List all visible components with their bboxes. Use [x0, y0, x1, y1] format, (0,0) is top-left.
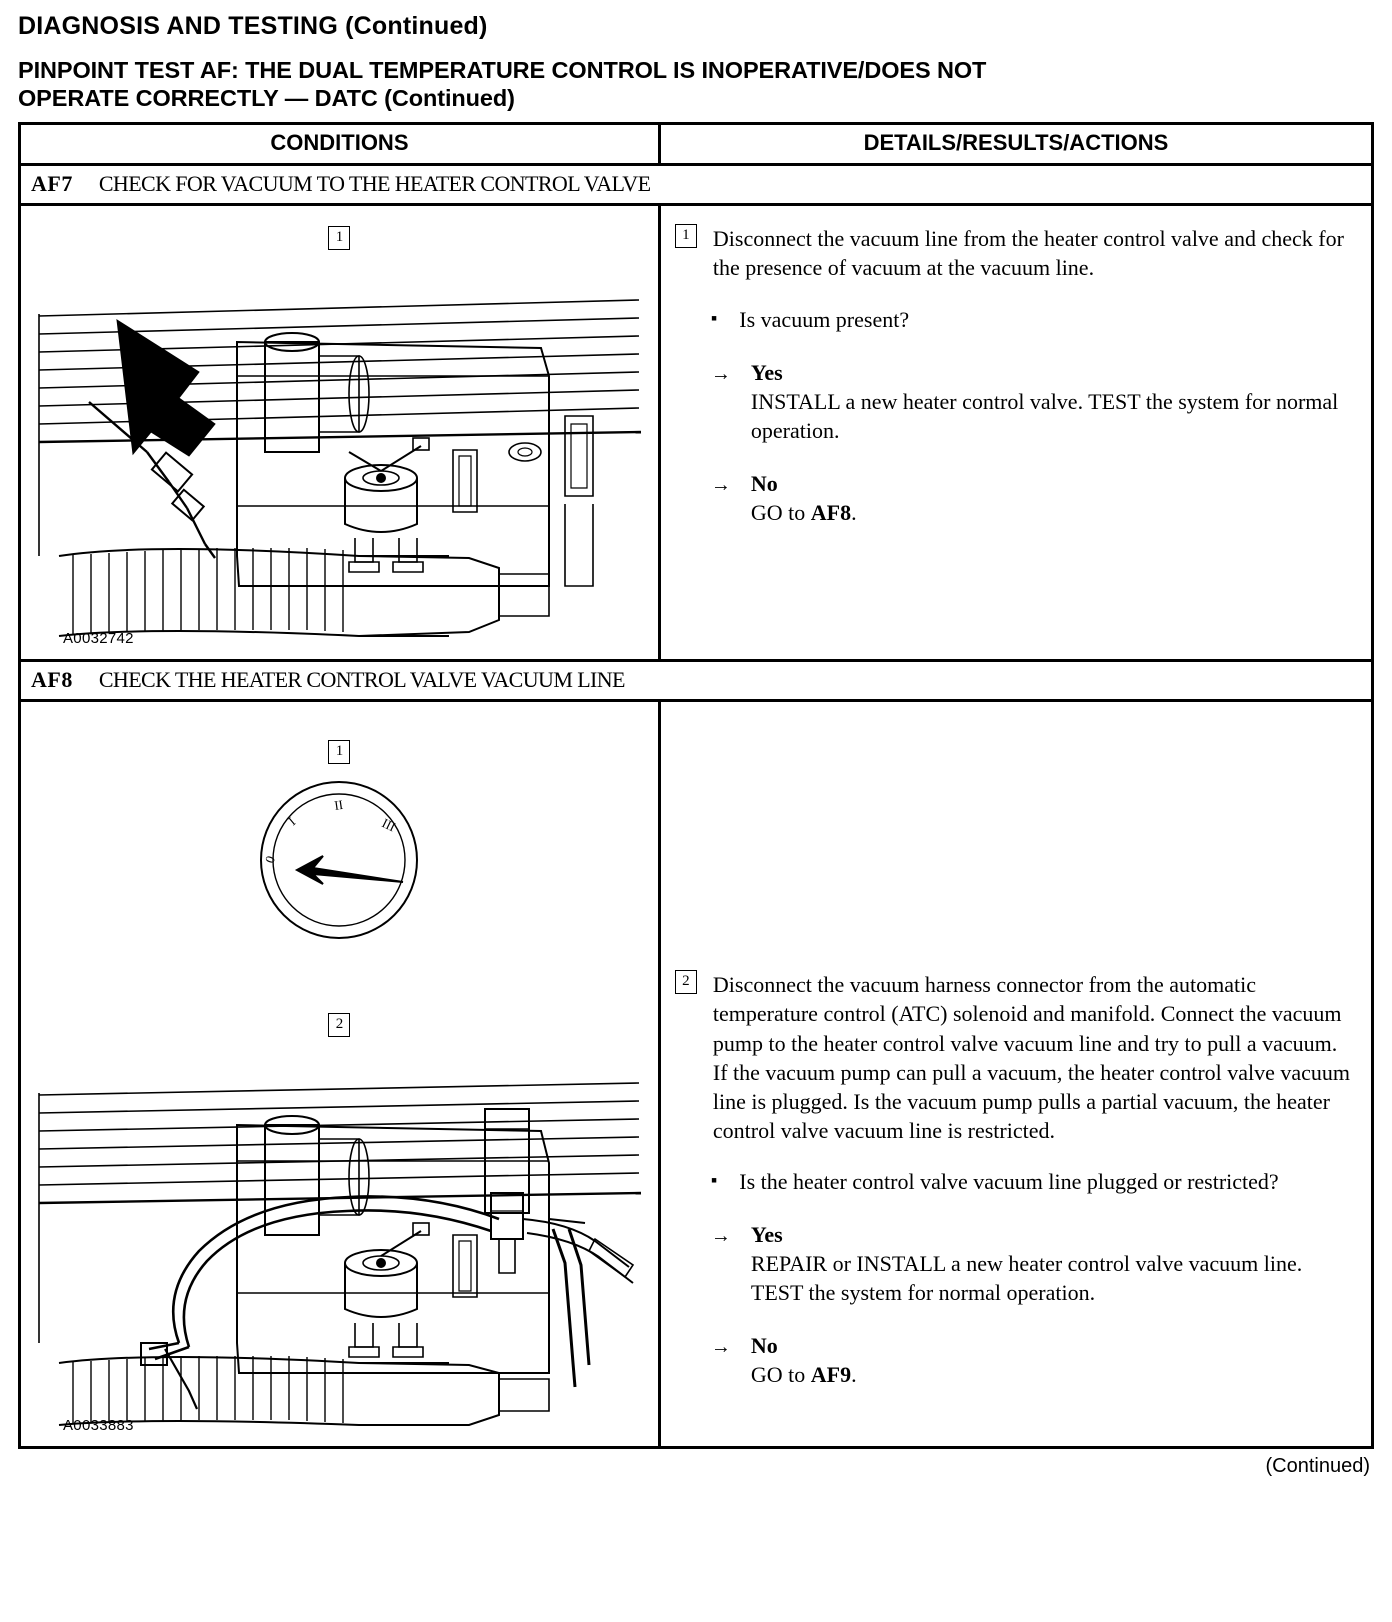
conditions-cell-af7: [21, 206, 661, 659]
pinpoint-line-1: PINPOINT TEST AF: THE DUAL TEMPERATURE CONTROL IS INOPERATIVE/DOES NOT: [18, 57, 987, 83]
engine-heater-valve-illustration: [29, 256, 649, 646]
detail-question-af8: [711, 1167, 1351, 1196]
figure-callout-af8-a: [29, 740, 650, 764]
step-body-af8: [21, 702, 1371, 1446]
goto-prefix: GO to: [750, 499, 811, 525]
result-label-yes: Yes: [750, 1221, 783, 1247]
bullet-icon: ▪: [710, 1169, 718, 1190]
goto-step-ref: AF8: [810, 499, 852, 525]
step-header-af8: [21, 662, 1371, 702]
figure-af8-engine: [29, 1043, 650, 1438]
question-text-af7: Is vacuum present?: [739, 306, 910, 332]
callout-1: 1: [328, 740, 350, 764]
details-cell-af8: [661, 702, 1371, 1446]
step-title-af8: CHECK THE HEATER CONTROL VALVE VACUUM LINE: [98, 667, 625, 693]
footer-continued: (Continued): [1265, 1455, 1370, 1478]
arrow-right-icon: →: [710, 473, 731, 496]
arrow-right-icon: →: [710, 362, 731, 385]
result-no-af8: [711, 1331, 1351, 1389]
column-header-conditions: CONDITIONS: [21, 125, 661, 163]
result-label-no: No: [750, 470, 778, 496]
atc-solenoid-vacuum-harness-illustration: [29, 1043, 649, 1433]
figure-callout-af7: [29, 226, 650, 250]
temperature-dial-illustration: [189, 770, 489, 950]
column-header-details: DETAILS/RESULTS/ACTIONS: [863, 130, 1169, 156]
detail-item-af8: [675, 970, 1351, 1144]
result-body-yes: REPAIR or INSTALL a new heater control valve vacuum line. TEST the system for normal operation.: [750, 1250, 1303, 1305]
goto-prefix: GO to: [750, 1361, 811, 1387]
page-header: [0, 0, 1392, 112]
step-id-af8: AF8: [31, 667, 73, 693]
result-body-no: [751, 500, 857, 525]
result-body-yes: INSTALL a new heater control valve. TEST the system for normal operation.: [750, 388, 1339, 443]
bullet-icon: ▪: [710, 307, 718, 328]
pinpoint-line-2: OPERATE CORRECTLY — DATC (Continued): [18, 84, 515, 111]
goto-step-ref: AF9: [810, 1361, 852, 1387]
figure-id-af8: A0033883: [63, 1417, 134, 1435]
svg-text:II: II: [333, 797, 345, 814]
result-yes-af7: [711, 358, 1351, 445]
figure-id-af7: A0032742: [63, 630, 134, 648]
arrow-right-icon: →: [710, 1335, 731, 1358]
result-body-no: [751, 1362, 857, 1387]
pinpoint-test-heading: [18, 57, 1374, 112]
goto-suffix: .: [851, 499, 857, 525]
step-header-af7: [21, 166, 1371, 206]
conditions-cell-af8: [21, 702, 661, 1446]
detail-callout-1: 1: [675, 224, 697, 248]
svg-text:III: III: [380, 815, 399, 835]
arrow-right-icon: →: [710, 1224, 731, 1247]
detail-question-af7: [711, 305, 1351, 334]
detail-callout-2: 2: [675, 970, 697, 994]
svg-text:0: 0: [262, 854, 279, 866]
diagnosis-table: [18, 122, 1374, 1449]
page-title: DIAGNOSIS AND TESTING (Continued): [18, 12, 488, 40]
svg-text:I: I: [285, 814, 299, 829]
detail-text-af8: Disconnect the vacuum harness connector from the automatic temperature control (ATC) solenoid and manifold. Connect the vacuum pump to the heater control valve vacuum line and try to pull a vacuum. If the vacuum pump can pull a vacuum, the heater control valve vacuum line is plugged. Is the vacuum pump pulls a partial vacuum, the heater control valve vacuum line is restricted.: [712, 972, 1351, 1143]
table-header-row: [21, 125, 1371, 166]
result-label-yes: Yes: [750, 359, 783, 385]
details-cell-af7: [661, 206, 1371, 659]
figure-callout-af8-b: [29, 1013, 650, 1037]
step-id-af7: AF7: [31, 171, 73, 197]
result-label-no: No: [750, 1332, 778, 1358]
detail-item-af7: [675, 224, 1351, 282]
detail-text-af7: Disconnect the vacuum line from the heater control valve and check for the presence of vacuum at the vacuum line.: [712, 226, 1344, 281]
goto-suffix: .: [851, 1361, 857, 1387]
question-text-af8: Is the heater control valve vacuum line plugged or restricted?: [739, 1168, 1279, 1194]
callout-2: 2: [328, 1013, 350, 1037]
figure-af7: [29, 256, 650, 651]
step-title-af7: CHECK FOR VACUUM TO THE HEATER CONTROL VALVE: [98, 171, 651, 197]
figure-af8-dial: [29, 770, 650, 955]
result-no-af7: [711, 469, 1351, 527]
callout-1: 1: [328, 226, 350, 250]
result-yes-af8: [711, 1220, 1351, 1307]
step-body-af7: [21, 206, 1371, 662]
